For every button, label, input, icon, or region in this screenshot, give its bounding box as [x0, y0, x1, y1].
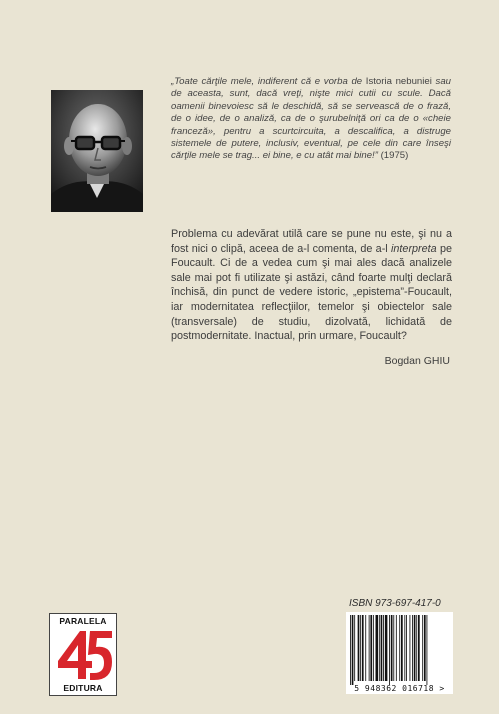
publisher-name-top: PARALELA	[59, 616, 107, 626]
barcode-digits: 5 948362 016718 >	[354, 684, 445, 693]
author-signature: Bogdan GHIU	[384, 355, 450, 367]
paragraph-text-1: Problema cu adevărat utilă care se pune nu este, şi nu a fost nici o clipă, aceea de a-l comenta, de a-l	[171, 228, 452, 255]
paragraph-emphasis: interpreta	[391, 242, 437, 255]
quote-text-1: „Toate cărţile mele, indiferent că e vorba de	[171, 76, 366, 87]
quote-text-2: sau de aceasta, sunt, dacă vreţi, nişte mici cutii cu scule. Dacă oamenii binevoiesc să le deschidă, să se servească de o frază, de o idee, de o analiză, ca de o şurubelniţă ori ca de o «cheie franceză», pentru a scurtcircuita, a descalifica, a distruge sistemele de putere, inclusiv, eventual, pe cele din care înseşi cărţile mele se trag... ei bine, e cu atât mai bine!”	[171, 76, 451, 162]
barcode-bars	[346, 612, 453, 694]
publisher-logo	[49, 613, 117, 696]
publisher-number-mark	[50, 627, 116, 682]
foucault-quote	[171, 76, 451, 163]
barcode	[346, 612, 453, 694]
quote-year: (1975)	[377, 150, 409, 162]
isbn-label: ISBN 973-697-417-0	[349, 598, 441, 609]
quote-book-title: Istoria nebuniei	[365, 76, 432, 87]
publisher-name-bottom: EDITURA	[63, 683, 103, 693]
paragraph-text-2: pe Foucault. Ci de a vedea cum şi mai ales dacă analizele sale mai pot fi utilizate şi astăzi, când foarte mulţi declară închisă, din punct de vedere istoric, „epistema”-Foucault, iar modernitatea reflecţiilor, temelor şi obiectelor sale (transversale) de studiu, dizolvată, lichidată de postmodernitate. Inactual, prin urmare, Foucault?	[171, 242, 453, 343]
description-paragraph	[171, 227, 452, 344]
author-portrait-photo	[51, 90, 143, 212]
